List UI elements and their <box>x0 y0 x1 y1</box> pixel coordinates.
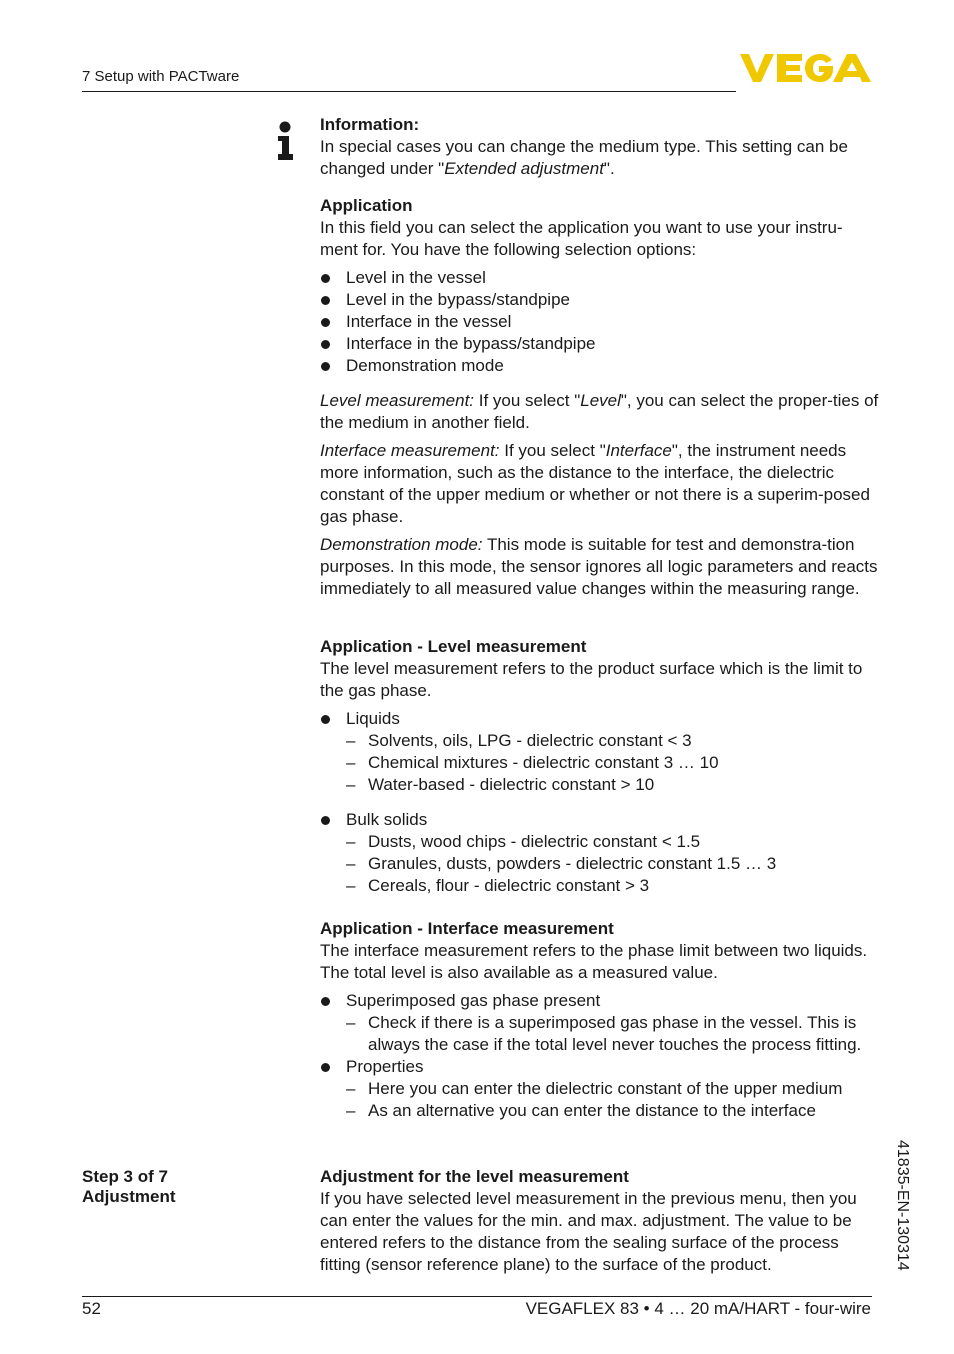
adjustment-title: Adjustment for the level measurement <box>320 1167 629 1186</box>
properties-list <box>320 1056 880 1078</box>
list-item: Interface in the bypass/standpipe <box>320 333 880 355</box>
list-item: – Dusts, wood chips - dielectric constant < 1.5 <box>346 831 880 853</box>
interface-measurement-paragraph: Interface measurement: If you select "Interface", the instrument needs more information, such as the distance to the interface, the dielectric constant of the upper medium or whether or not there is a superim-posed gas phase. <box>320 441 870 526</box>
bulk-solids-sublist <box>320 831 880 897</box>
list-item: – As an alternative you can enter the distance to the interface <box>346 1100 880 1122</box>
demonstration-mode-paragraph: Demonstration mode: This mode is suitable for test and demonstra-tion purposes. In this mode, the sensor ignores all logic parameters and reacts immediately to all measured value changes within the measuring range. <box>320 535 878 598</box>
list-item: – Granules, dusts, powders - dielectric constant 1.5 … 3 <box>346 853 880 875</box>
list-item: – Chemical mixtures - dielectric constant 3 … 10 <box>346 752 880 774</box>
list-item: Level in the vessel <box>320 267 880 289</box>
gas-phase-list <box>320 990 880 1012</box>
level-measurement-paragraph: Level measurement: If you select "Level", you can select the proper-ties of the medium in another field. <box>320 391 879 432</box>
application-level-intro: The level measurement refers to the product surface which is the limit to the gas phase. <box>320 659 863 700</box>
information-title: Information: <box>320 115 420 134</box>
vega-logo <box>740 52 872 84</box>
list-item: Demonstration mode <box>320 355 880 377</box>
list-item: – Water-based - dielectric constant > 10 <box>346 774 880 796</box>
application-interface-section <box>320 918 880 1122</box>
header-divider <box>82 91 736 92</box>
step-label: Step 3 of 7 Adjustment <box>82 1167 176 1206</box>
information-text: In special cases you can change the medium type. This setting can be changed under "Extended adjustment". <box>320 137 848 178</box>
application-title: Application <box>320 196 413 215</box>
extended-adjustment-term: Extended adjustment <box>444 159 604 178</box>
adjustment-section <box>320 1166 880 1276</box>
application-intro: In this field you can select the application you want to use your instru-ment for. You have the following selection options: <box>320 218 843 259</box>
list-item: Interface in the vessel <box>320 311 880 333</box>
list-item: Bulk solids <box>320 809 880 831</box>
list-item: – Here you can enter the dielectric constant of the upper medium <box>346 1078 880 1100</box>
application-interface-title: Application - Interface measurement <box>320 919 614 938</box>
application-level-section <box>320 636 880 897</box>
footer-divider <box>82 1296 872 1297</box>
application-options <box>320 267 880 377</box>
bulk-solids-list <box>320 809 880 831</box>
adjustment-text: If you have selected level measurement in the previous menu, then you can enter the values for the min. and max. adjustment. The value to be entered refers to the distance from the sealing surface of the process fitting (sensor reference plane) to the surface of the product. <box>320 1189 857 1274</box>
liquids-list <box>320 708 880 730</box>
list-item: Properties <box>320 1056 880 1078</box>
application-level-title: Application - Level measurement <box>320 637 587 656</box>
list-item: Level in the bypass/standpipe <box>320 289 880 311</box>
document-id: 41835-EN-130314 <box>894 1140 911 1271</box>
running-header: 7 Setup with PACTware <box>82 68 240 85</box>
information-note <box>320 114 880 180</box>
liquids-sublist <box>320 730 880 796</box>
product-name: VEGAFLEX 83 • 4 … 20 mA/HART - four-wire <box>525 1299 871 1318</box>
list-item: – Cereals, flour - dielectric constant > 3 <box>346 875 880 897</box>
list-item: Superimposed gas phase present <box>320 990 880 1012</box>
info-icon <box>276 121 294 161</box>
properties-sublist <box>320 1078 880 1122</box>
list-item: – Check if there is a superimposed gas phase in the vessel. This is always the case if the total level never touches the process fitting. <box>346 1012 880 1056</box>
gas-phase-sublist <box>320 1012 880 1056</box>
application-section <box>320 195 880 600</box>
application-interface-intro: The interface measurement refers to the phase limit between two liquids. The total level is also available as a measured value. <box>320 941 868 982</box>
list-item: Liquids <box>320 708 880 730</box>
list-item: – Solvents, oils, LPG - dielectric constant < 3 <box>346 730 880 752</box>
page-number: 52 <box>82 1299 101 1318</box>
